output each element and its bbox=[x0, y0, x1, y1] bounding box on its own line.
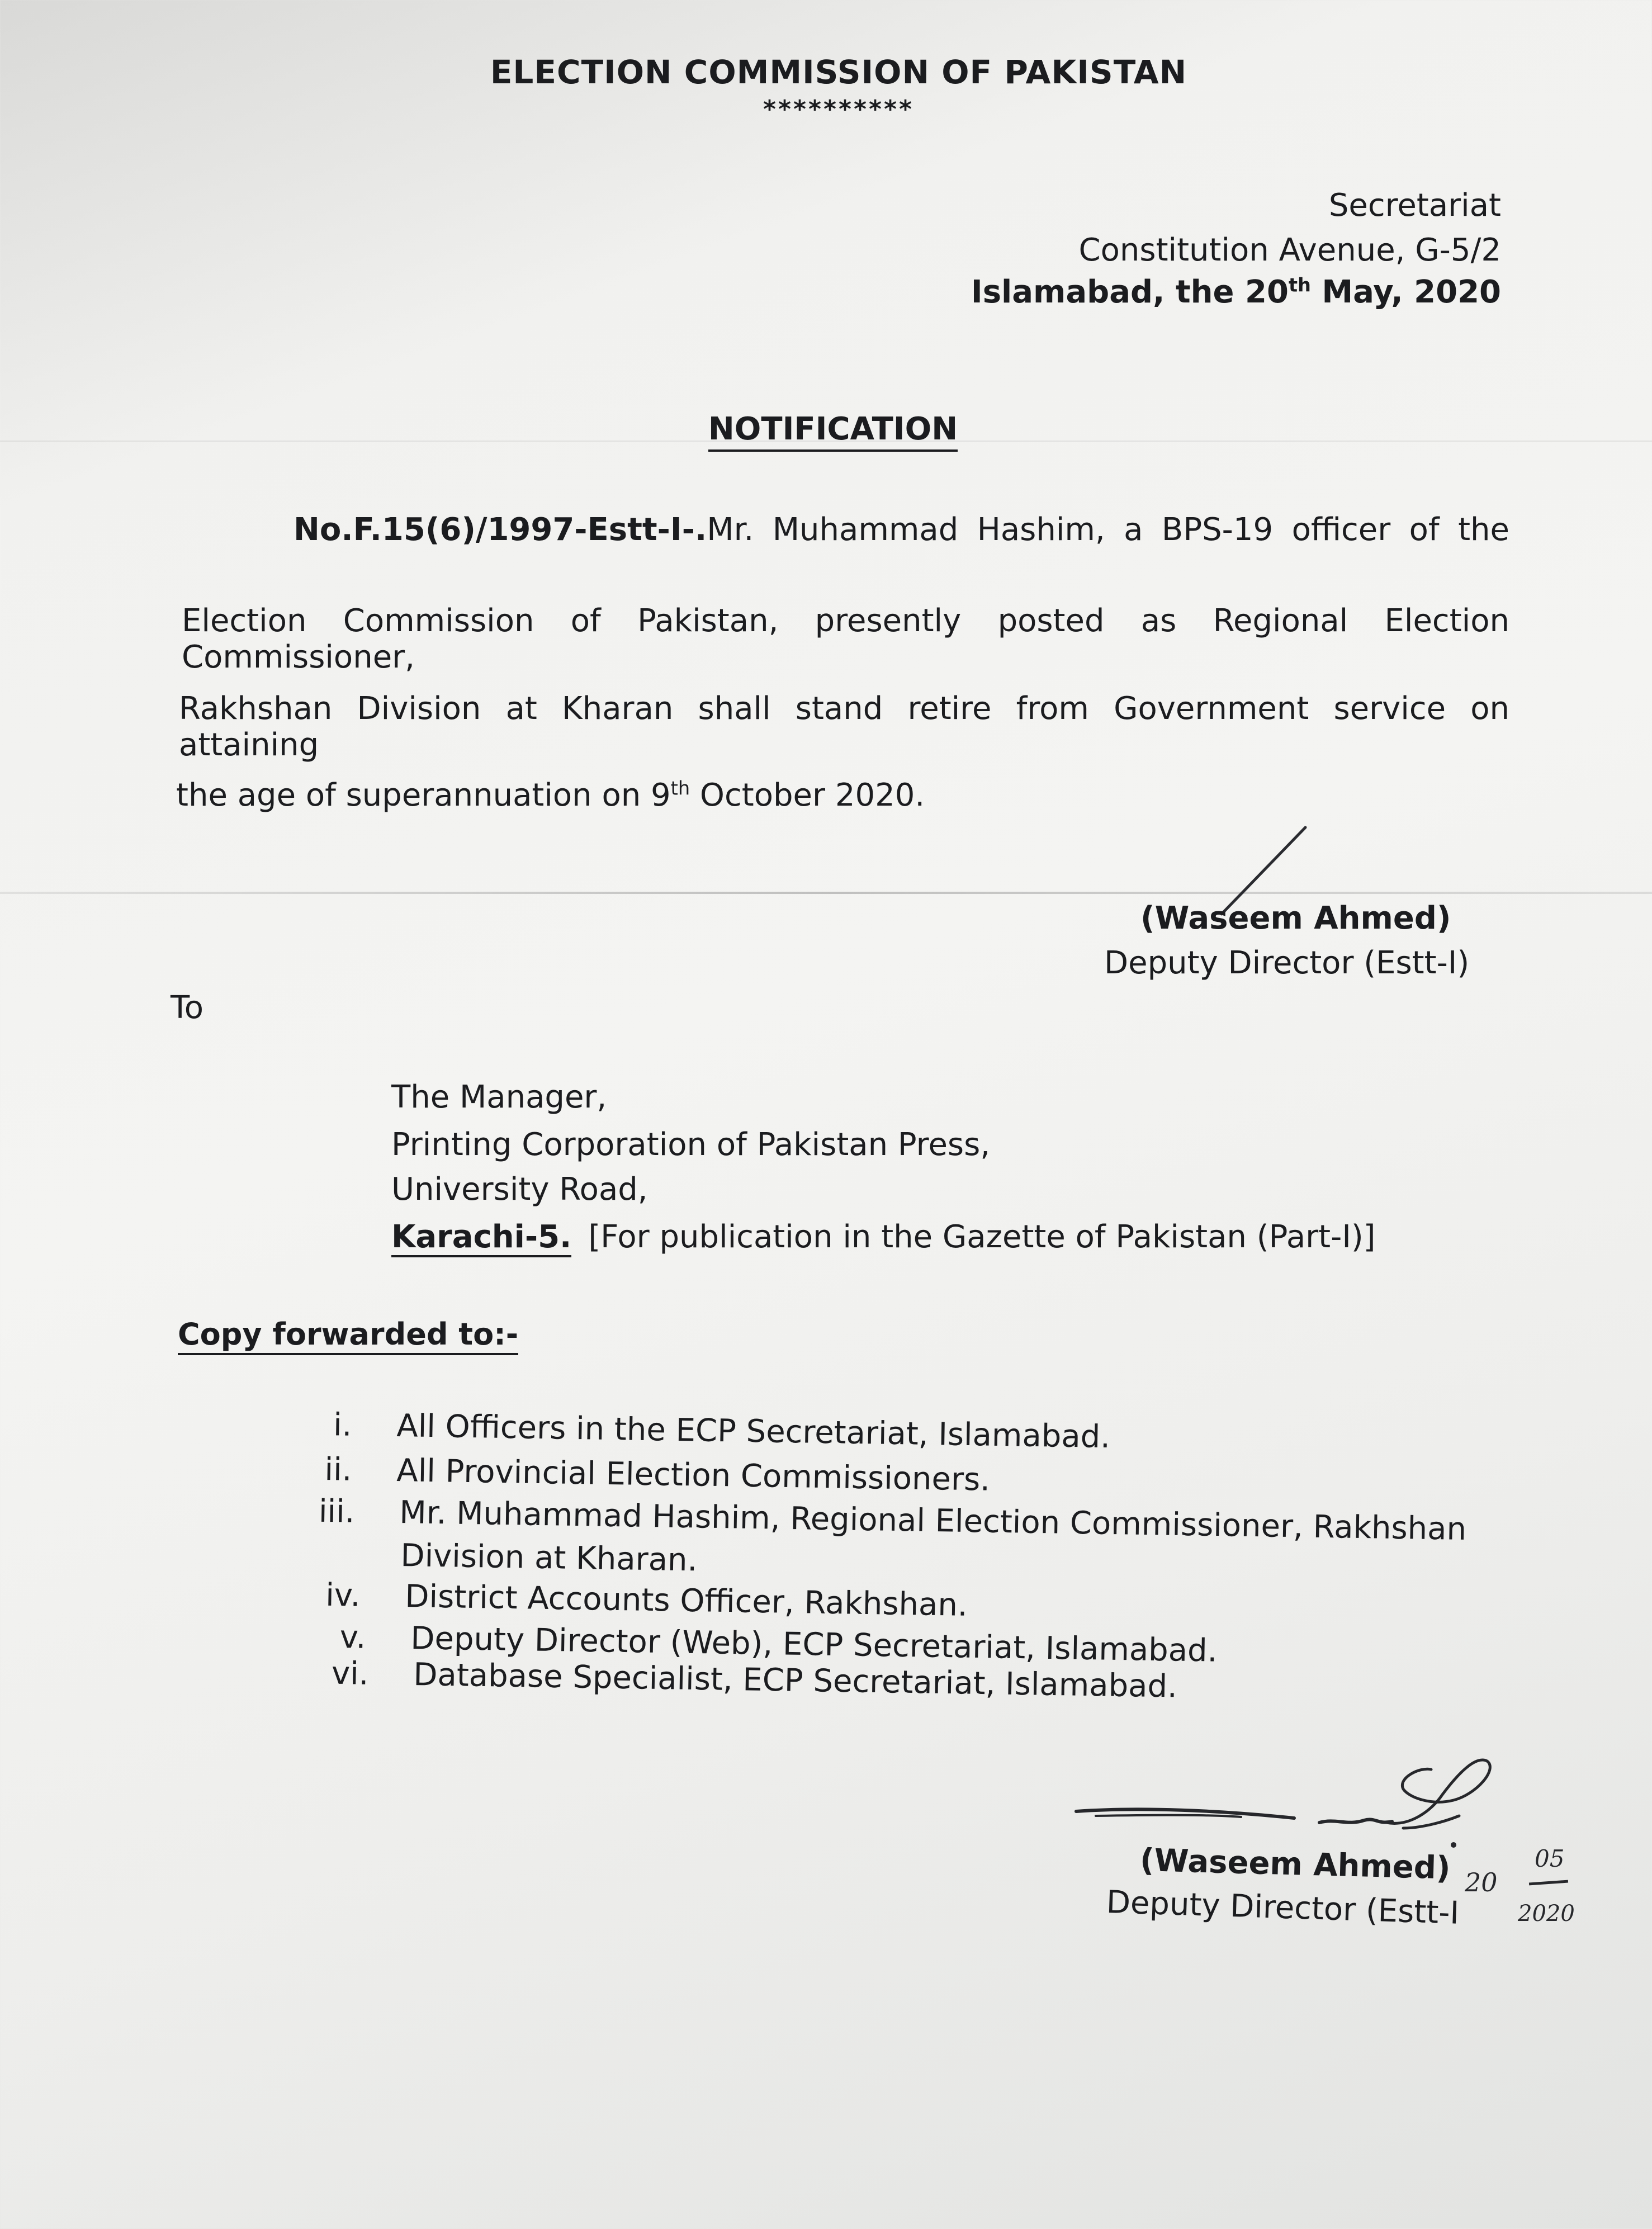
signatory-name: (Waseem Ahmed) bbox=[1140, 900, 1451, 936]
list-item: vi. Database Specialist, ECP Secretariat, Islamabad. bbox=[331, 1655, 1178, 1705]
notification-line-4-post: October 2020. bbox=[690, 777, 925, 813]
notification-line-2: Election Commission of Pakistan, presently posted as Regional Election Commissioner, bbox=[182, 603, 1509, 675]
signatory-name-2: (Waseem Ahmed) bbox=[1139, 1842, 1451, 1887]
notification-line-3: Rakhshan Division at Kharan shall stand retire from Government service on attaining bbox=[179, 690, 1509, 763]
notification-title: NOTIFICATION bbox=[0, 411, 1652, 447]
to-label: To bbox=[171, 990, 203, 1026]
recipient-line-1: The Manager, bbox=[391, 1079, 607, 1115]
notification-line-1-text: Mr. Muhammad Hashim, a BPS-19 officer of the bbox=[707, 512, 1509, 548]
paper-fold-line bbox=[0, 892, 1652, 894]
address-line-2: Constitution Avenue, G-5/2 bbox=[1078, 232, 1501, 268]
handwritten-date-month: 05 bbox=[1535, 1845, 1565, 1872]
notification-line-1 bbox=[294, 512, 1509, 548]
list-item: ii. All Provincial Election Commissioners. bbox=[324, 1451, 991, 1498]
notification-line-4-pre: the age of superannuation on 9 bbox=[176, 777, 671, 813]
handwritten-date-year: 2020 bbox=[1518, 1901, 1575, 1927]
list-item: iv. District Accounts Officer, Rakhshan. bbox=[325, 1577, 968, 1624]
recipient-line-2: Printing Corporation of Pakistan Press, bbox=[391, 1127, 991, 1163]
list-item: iii. Mr. Muhammad Hashim, Regional Election Commissioner, Rakhshan bbox=[318, 1493, 1467, 1547]
list-item: v. Deputy Director (Web), ECP Secretariat, Islamabad. bbox=[339, 1618, 1218, 1669]
list-item-continuation: Division at Kharan. bbox=[400, 1537, 698, 1579]
handwritten-signature bbox=[1073, 1744, 1509, 1856]
header-divider-stars: ********** bbox=[763, 95, 915, 124]
copy-forwarded-title: Copy forwarded to:- bbox=[178, 1317, 518, 1355]
date-rest: May, 2020 bbox=[1310, 274, 1501, 310]
handwritten-date-divider bbox=[1529, 1880, 1568, 1886]
organization-title: ELECTION COMMISSION OF PAKISTAN bbox=[490, 53, 1187, 91]
recipient-city: Karachi-5. bbox=[391, 1219, 571, 1257]
notification-line-4-sup: th bbox=[670, 777, 690, 799]
reference-number: No.F.15(6)/1997-Estt-I-. bbox=[294, 512, 707, 548]
publication-note: [For publication in the Gazette of Pakistan (Part-I)] bbox=[588, 1219, 1376, 1255]
notification-line-4 bbox=[176, 777, 925, 813]
address-line-1: Secretariat bbox=[1328, 187, 1501, 224]
list-item: i. All Officers in the ECP Secretariat, Islamabad. bbox=[333, 1407, 1111, 1456]
date-suffix: th bbox=[1288, 274, 1311, 296]
recipient-city-line bbox=[391, 1219, 1376, 1255]
signatory-designation: Deputy Director (Estt-I) bbox=[1104, 945, 1470, 981]
handwritten-date-day: 20 bbox=[1465, 1867, 1498, 1897]
address-date-line bbox=[971, 274, 1501, 310]
date-prefix: Islamabad, the 20 bbox=[971, 274, 1289, 310]
signatory-designation-2: Deputy Director (Estt-I bbox=[1105, 1884, 1460, 1932]
recipient-line-3: University Road, bbox=[391, 1171, 648, 1208]
